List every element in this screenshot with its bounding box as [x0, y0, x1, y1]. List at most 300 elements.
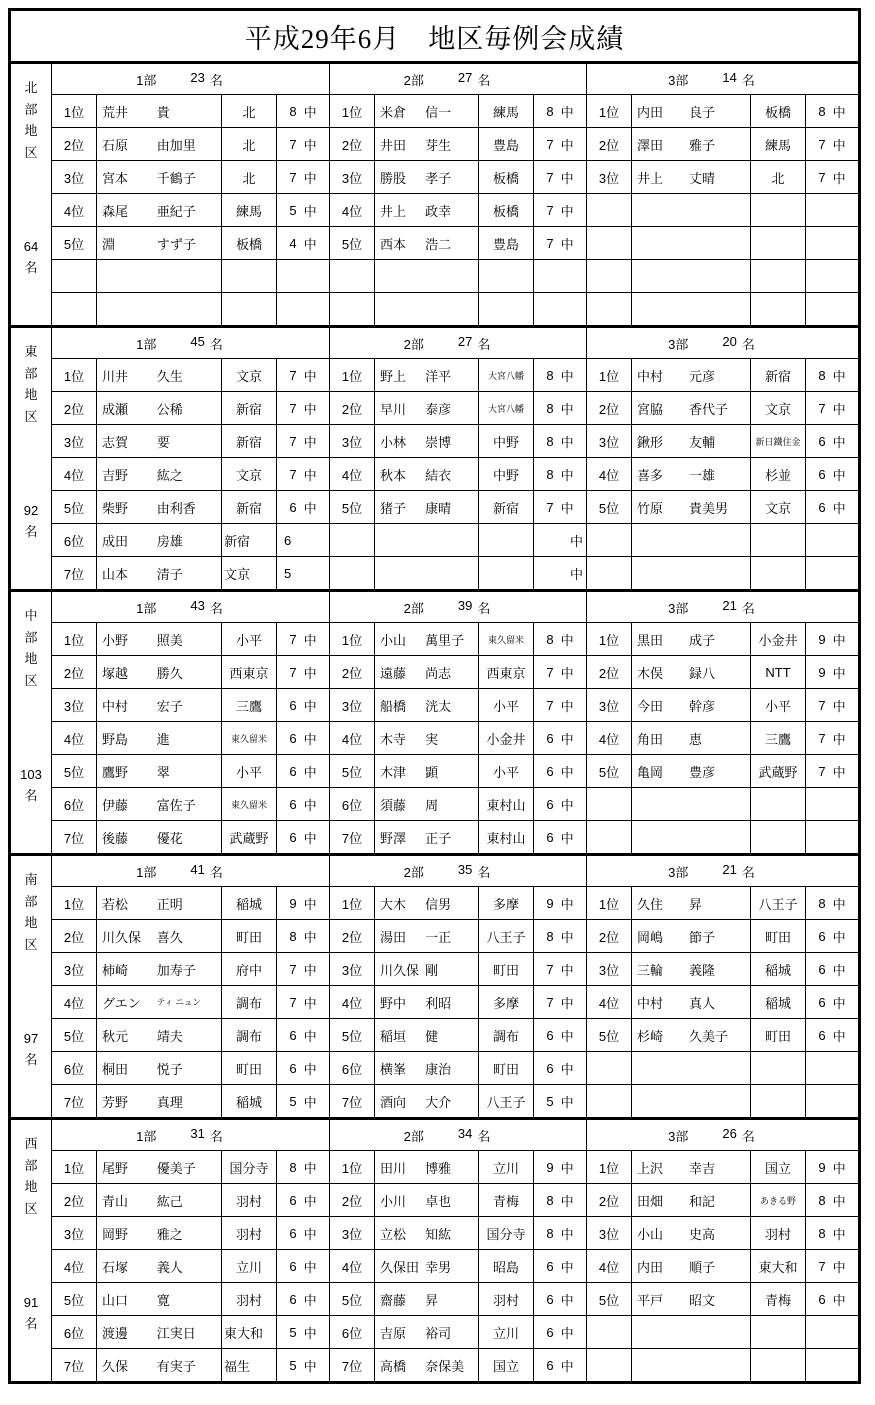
rank-label: 5位: [598, 764, 620, 780]
surname: 立松: [380, 1226, 407, 1242]
given-name: 芽生: [425, 137, 452, 153]
rank-cell: [52, 986, 97, 1018]
score-cell: [277, 458, 329, 490]
name-cell: [97, 623, 222, 655]
location-cell: [222, 293, 277, 325]
rank-cell: [330, 227, 375, 259]
rank-label: 2位: [598, 929, 620, 945]
result-row: [587, 886, 858, 919]
given-name: 進: [156, 731, 170, 747]
location-label: 府中: [235, 962, 262, 978]
score-cell: [806, 293, 858, 325]
results-sheet: [8, 8, 861, 1384]
location-label: 小平: [492, 698, 519, 714]
given-name: 靖夫: [156, 1028, 183, 1044]
part-label: 2部: [403, 600, 424, 616]
part-count-value: 35: [457, 861, 473, 877]
name-cell: [97, 557, 222, 589]
score-cell: [806, 1019, 858, 1051]
part-count: [722, 862, 754, 881]
score-cell: [806, 887, 858, 919]
result-row: [330, 259, 586, 292]
surname: 田畑: [637, 1193, 664, 1209]
location-cell: [222, 689, 277, 721]
name-cell: [97, 194, 222, 226]
result-row: [587, 1051, 858, 1084]
surname: 柿崎: [102, 962, 129, 978]
score-cell: [534, 128, 586, 160]
location-cell: [479, 920, 534, 952]
score-cell: [277, 293, 329, 325]
rank-label: 3位: [341, 434, 363, 450]
result-row: [587, 391, 858, 424]
surname: 岡野: [102, 1226, 129, 1242]
location-cell: [751, 524, 806, 556]
rank-cell: [330, 755, 375, 787]
part-count-value: 21: [722, 597, 737, 613]
name-cell: [97, 128, 222, 160]
given-name: 加寿子: [156, 962, 196, 978]
hit-count: 8: [546, 1192, 554, 1208]
part-count: [190, 70, 222, 89]
hit-count: 5: [546, 1093, 554, 1109]
given-name: 昇: [425, 1292, 439, 1308]
rank-cell: [52, 260, 97, 292]
surname: 塚越: [102, 665, 129, 681]
hit-count: 8: [546, 1225, 554, 1241]
location-cell: [222, 722, 277, 754]
surname: 宮脇: [637, 401, 664, 417]
hit-unit: 中: [303, 830, 317, 846]
hit-count: 7: [289, 664, 297, 680]
surname: 田川: [380, 1160, 407, 1176]
part-count-value: 43: [190, 597, 205, 613]
part-group: [51, 1120, 329, 1381]
rank-label: 6位: [63, 533, 85, 549]
location-cell: [222, 1151, 277, 1183]
given-name: 正明: [156, 896, 183, 912]
location-cell: [479, 524, 534, 556]
district-label: [11, 856, 51, 1117]
location-label: 中野: [492, 434, 519, 450]
score-cell: [806, 986, 858, 1018]
rank-cell: [52, 458, 97, 490]
part-count: [458, 334, 490, 353]
hit-unit: 中: [303, 434, 317, 450]
rank-label: 4位: [598, 995, 620, 1011]
rank-cell: [330, 458, 375, 490]
part-label: 2部: [403, 864, 424, 880]
rank-cell: [587, 557, 632, 589]
hit-unit: 中: [832, 632, 846, 648]
hit-count: 7: [289, 466, 297, 482]
location-label: 板橋: [492, 203, 519, 219]
rank-label: 7位: [63, 566, 85, 582]
name-cell: [97, 656, 222, 688]
given-name: 悦子: [156, 1061, 183, 1077]
surname: 成瀬: [102, 401, 129, 417]
location-cell: [479, 1283, 534, 1315]
location-label: 北: [242, 104, 256, 120]
hit-count: 8: [818, 1225, 826, 1241]
name-cell: [97, 260, 222, 292]
hit-count: 7: [289, 367, 297, 383]
score-cell: [534, 1349, 586, 1381]
given-name: 雅之: [156, 1226, 183, 1242]
location-cell: [222, 656, 277, 688]
result-row: [52, 919, 329, 952]
part-label: 3部: [668, 1128, 689, 1144]
surname: 中村: [102, 698, 129, 714]
score-cell: [277, 161, 329, 193]
hit-count: 6: [289, 730, 297, 746]
hit-unit: 中: [303, 170, 317, 186]
result-row: [52, 358, 329, 391]
location-label: 国立: [492, 1358, 519, 1374]
location-label: 国分寺: [229, 1160, 269, 1176]
name-cell: [375, 227, 479, 259]
rank-label: 5位: [63, 500, 85, 516]
name-cell: [97, 425, 222, 457]
hit-count: 6: [818, 1291, 826, 1307]
rank-label: 5位: [63, 1028, 85, 1044]
name-cell: [375, 128, 479, 160]
district-label: [11, 64, 51, 325]
given-name: 萬里子: [425, 632, 465, 648]
surname: 野中: [380, 995, 407, 1011]
hit-count: 6: [546, 1027, 554, 1043]
result-row: [330, 985, 586, 1018]
given-name: 勝久: [156, 665, 183, 681]
name-cell: [97, 1349, 222, 1381]
location-label: 青梅: [764, 1292, 791, 1308]
part-group: [329, 328, 586, 589]
rank-cell: [330, 293, 375, 325]
district-name: 南部地区: [24, 872, 38, 952]
location-label: 町田: [235, 1061, 262, 1077]
surname: 柴野: [102, 500, 129, 516]
given-name: 洋平: [425, 368, 452, 384]
location-cell: [222, 1316, 277, 1348]
rank-cell: [52, 788, 97, 820]
name-cell: [375, 953, 479, 985]
score-cell: [534, 392, 586, 424]
rank-cell: [587, 656, 632, 688]
score-cell: [806, 524, 858, 556]
name-cell: [97, 1217, 222, 1249]
result-row: [52, 1018, 329, 1051]
score-cell: [534, 788, 586, 820]
surname: 稲垣: [380, 1028, 407, 1044]
name-cell: [97, 920, 222, 952]
hit-count: 8: [546, 433, 554, 449]
part-group: [329, 64, 586, 325]
part-header: [52, 64, 329, 94]
rank-label: 3位: [63, 434, 85, 450]
name-cell: [375, 755, 479, 787]
hit-unit: 中: [560, 896, 574, 912]
surname: 久住: [637, 896, 664, 912]
given-name: 奈保美: [425, 1358, 465, 1374]
name-cell: [375, 1052, 479, 1084]
given-name: 友輔: [688, 434, 715, 450]
location-cell: [479, 1316, 534, 1348]
rank-cell: [587, 491, 632, 523]
hit-unit: 中: [303, 698, 317, 714]
rank-cell: [330, 491, 375, 523]
location-label: 八王子: [486, 1094, 526, 1110]
rank-cell: [52, 656, 97, 688]
surname: 中村: [637, 368, 664, 384]
hit-count: 6: [546, 1258, 554, 1274]
given-name: 久生: [156, 368, 183, 384]
hit-count: 5: [284, 565, 292, 581]
hit-count: 7: [289, 136, 297, 152]
rank-label: 7位: [63, 1094, 85, 1110]
name-cell: [97, 1283, 222, 1315]
surname: 芳野: [102, 1094, 129, 1110]
hit-unit: 中: [832, 1028, 846, 1044]
surname: 勝股: [380, 170, 407, 186]
location-label: 北: [771, 170, 785, 186]
rank-cell: [587, 887, 632, 919]
rank-label: 2位: [341, 137, 363, 153]
score-cell: [806, 491, 858, 523]
location-cell: [751, 1250, 806, 1282]
result-row: [587, 1183, 858, 1216]
hit-count: 9: [546, 895, 554, 911]
score-cell: [534, 293, 586, 325]
name-cell: [97, 392, 222, 424]
given-name: 卓也: [425, 1193, 452, 1209]
part-count-unit: 名: [477, 1128, 491, 1144]
location-cell: [222, 1283, 277, 1315]
location-label: 豊島: [492, 236, 519, 252]
part-count-value: 45: [190, 333, 205, 349]
rank-cell: [587, 359, 632, 391]
result-row: [587, 259, 858, 292]
score-cell: [534, 986, 586, 1018]
location-label: 町田: [764, 929, 791, 945]
member-count-unit: 名: [24, 1316, 38, 1331]
rank-label: 3位: [341, 1226, 363, 1242]
surname: 山口: [102, 1292, 129, 1308]
given-name: 翠: [156, 764, 170, 780]
member-count-value: 92: [23, 503, 39, 518]
location-cell: [222, 821, 277, 853]
hit-unit: 中: [303, 203, 317, 219]
hit-count: 7: [546, 202, 554, 218]
score-cell: [806, 557, 858, 589]
name-cell: [632, 689, 751, 721]
district-section: [11, 1117, 858, 1381]
location-label: 国立: [764, 1160, 791, 1176]
name-cell: [632, 458, 751, 490]
given-name: すず子: [156, 236, 196, 252]
part-count: [190, 598, 222, 617]
hit-unit: 中: [832, 104, 846, 120]
result-row: [587, 358, 858, 391]
given-name: 由利香: [156, 500, 196, 516]
given-name: 博雅: [425, 1160, 452, 1176]
name-cell: [632, 161, 751, 193]
hit-unit: 中: [832, 401, 846, 417]
result-row: [330, 721, 586, 754]
given-name: 洸太: [425, 698, 452, 714]
rank-cell: [52, 128, 97, 160]
location-cell: [222, 227, 277, 259]
given-name: 康治: [425, 1061, 452, 1077]
hit-count: 6: [546, 1060, 554, 1076]
surname: 小山: [637, 1226, 664, 1242]
page-title: 平成29年6月 地区毎例会成績: [244, 23, 625, 54]
location-cell: [751, 689, 806, 721]
given-name: 実: [425, 731, 439, 747]
hit-count: 7: [289, 400, 297, 416]
hit-count: 6: [546, 763, 554, 779]
rank-cell: [587, 986, 632, 1018]
hit-count: 6: [546, 1324, 554, 1340]
rank-cell: [52, 1019, 97, 1051]
score-cell: [277, 1349, 329, 1381]
rank-cell: [52, 1052, 97, 1084]
surname: 荒井: [102, 104, 129, 120]
rank-cell: [52, 1250, 97, 1282]
hit-count: 6: [818, 994, 826, 1010]
location-cell: [222, 1217, 277, 1249]
location-label: 練馬: [492, 104, 519, 120]
location-cell: [751, 953, 806, 985]
location-cell: [751, 1151, 806, 1183]
district-member-count: [24, 1292, 38, 1334]
location-cell: [751, 821, 806, 853]
result-row: [587, 952, 858, 985]
name-cell: [632, 128, 751, 160]
location-cell: [479, 293, 534, 325]
part-label: 1部: [136, 600, 157, 616]
score-cell: [534, 920, 586, 952]
score-cell: [277, 1217, 329, 1249]
surname: 鷹野: [102, 764, 129, 780]
surname: 吉野: [102, 467, 129, 483]
location-cell: [479, 161, 534, 193]
surname: 志賀: [102, 434, 129, 450]
result-row: [330, 919, 586, 952]
district-member-count: [20, 764, 42, 806]
hit-unit: 中: [560, 434, 574, 450]
name-cell: [632, 194, 751, 226]
rank-label: 4位: [63, 203, 85, 219]
location-label: 福生: [224, 1358, 251, 1374]
hit-unit: 中: [832, 1259, 846, 1275]
location-cell: [222, 788, 277, 820]
part-group: [51, 64, 329, 325]
hit-unit: 中: [832, 731, 846, 747]
rank-cell: [330, 1052, 375, 1084]
location-cell: [479, 689, 534, 721]
surname: 淵: [102, 236, 116, 252]
score-cell: [277, 260, 329, 292]
location-label: 多摩: [492, 896, 519, 912]
rank-label: 4位: [341, 467, 363, 483]
result-row: [52, 787, 329, 820]
rank-cell: [52, 524, 97, 556]
hit-unit: 中: [832, 665, 846, 681]
rank-cell: [52, 359, 97, 391]
hit-count: 8: [289, 1159, 297, 1175]
name-cell: [632, 524, 751, 556]
rank-cell: [587, 128, 632, 160]
rank-label: 2位: [598, 137, 620, 153]
location-cell: [222, 1052, 277, 1084]
hit-unit: 中: [560, 1325, 574, 1341]
location-label: 町田: [492, 962, 519, 978]
rank-cell: [330, 1250, 375, 1282]
location-cell: [751, 1349, 806, 1381]
result-row: [52, 622, 329, 655]
location-label: 昭島: [492, 1259, 519, 1275]
part-label: 3部: [668, 72, 689, 88]
location-label: 国分寺: [486, 1226, 526, 1242]
rank-cell: [330, 986, 375, 1018]
hit-unit: 中: [560, 203, 574, 219]
hit-unit: 中: [560, 764, 574, 780]
surname: 秋本: [380, 467, 407, 483]
hit-unit: 中: [303, 929, 317, 945]
result-row: [52, 160, 329, 193]
result-row: [330, 688, 586, 721]
hit-count: 6: [289, 1225, 297, 1241]
location-cell: [751, 161, 806, 193]
hit-count: 9: [818, 664, 826, 680]
rank-cell: [587, 1283, 632, 1315]
score-cell: [806, 821, 858, 853]
part-count-value: 41: [190, 861, 205, 877]
rank-cell: [330, 161, 375, 193]
part-count-unit: 名: [741, 600, 755, 616]
location-cell: [479, 986, 534, 1018]
part-count: [190, 334, 222, 353]
location-cell: [222, 458, 277, 490]
surname: 川久保: [380, 962, 420, 978]
rank-label: 4位: [63, 1259, 85, 1275]
surname: 久保田: [380, 1259, 420, 1275]
location-cell: [751, 425, 806, 457]
location-label: 稲城: [764, 962, 791, 978]
result-row: [330, 292, 586, 325]
part-count: [722, 1126, 754, 1145]
score-cell: [806, 458, 858, 490]
hit-unit: 中: [560, 665, 574, 681]
district-section: [11, 589, 858, 853]
result-row: [52, 820, 329, 853]
hit-unit: 中: [560, 962, 574, 978]
score-cell: [277, 920, 329, 952]
part-count-value: 20: [722, 333, 737, 349]
part-count: [722, 598, 754, 617]
score-cell: [277, 1250, 329, 1282]
result-row: [52, 754, 329, 787]
member-count-unit: 名: [24, 260, 38, 275]
hit-count: 6: [818, 928, 826, 944]
given-name: 大介: [425, 1094, 452, 1110]
score-cell: [806, 161, 858, 193]
location-cell: [479, 557, 534, 589]
part-label: 3部: [668, 600, 689, 616]
rank-cell: [330, 1349, 375, 1381]
rank-cell: [52, 689, 97, 721]
location-label: 東久留米: [487, 634, 524, 645]
